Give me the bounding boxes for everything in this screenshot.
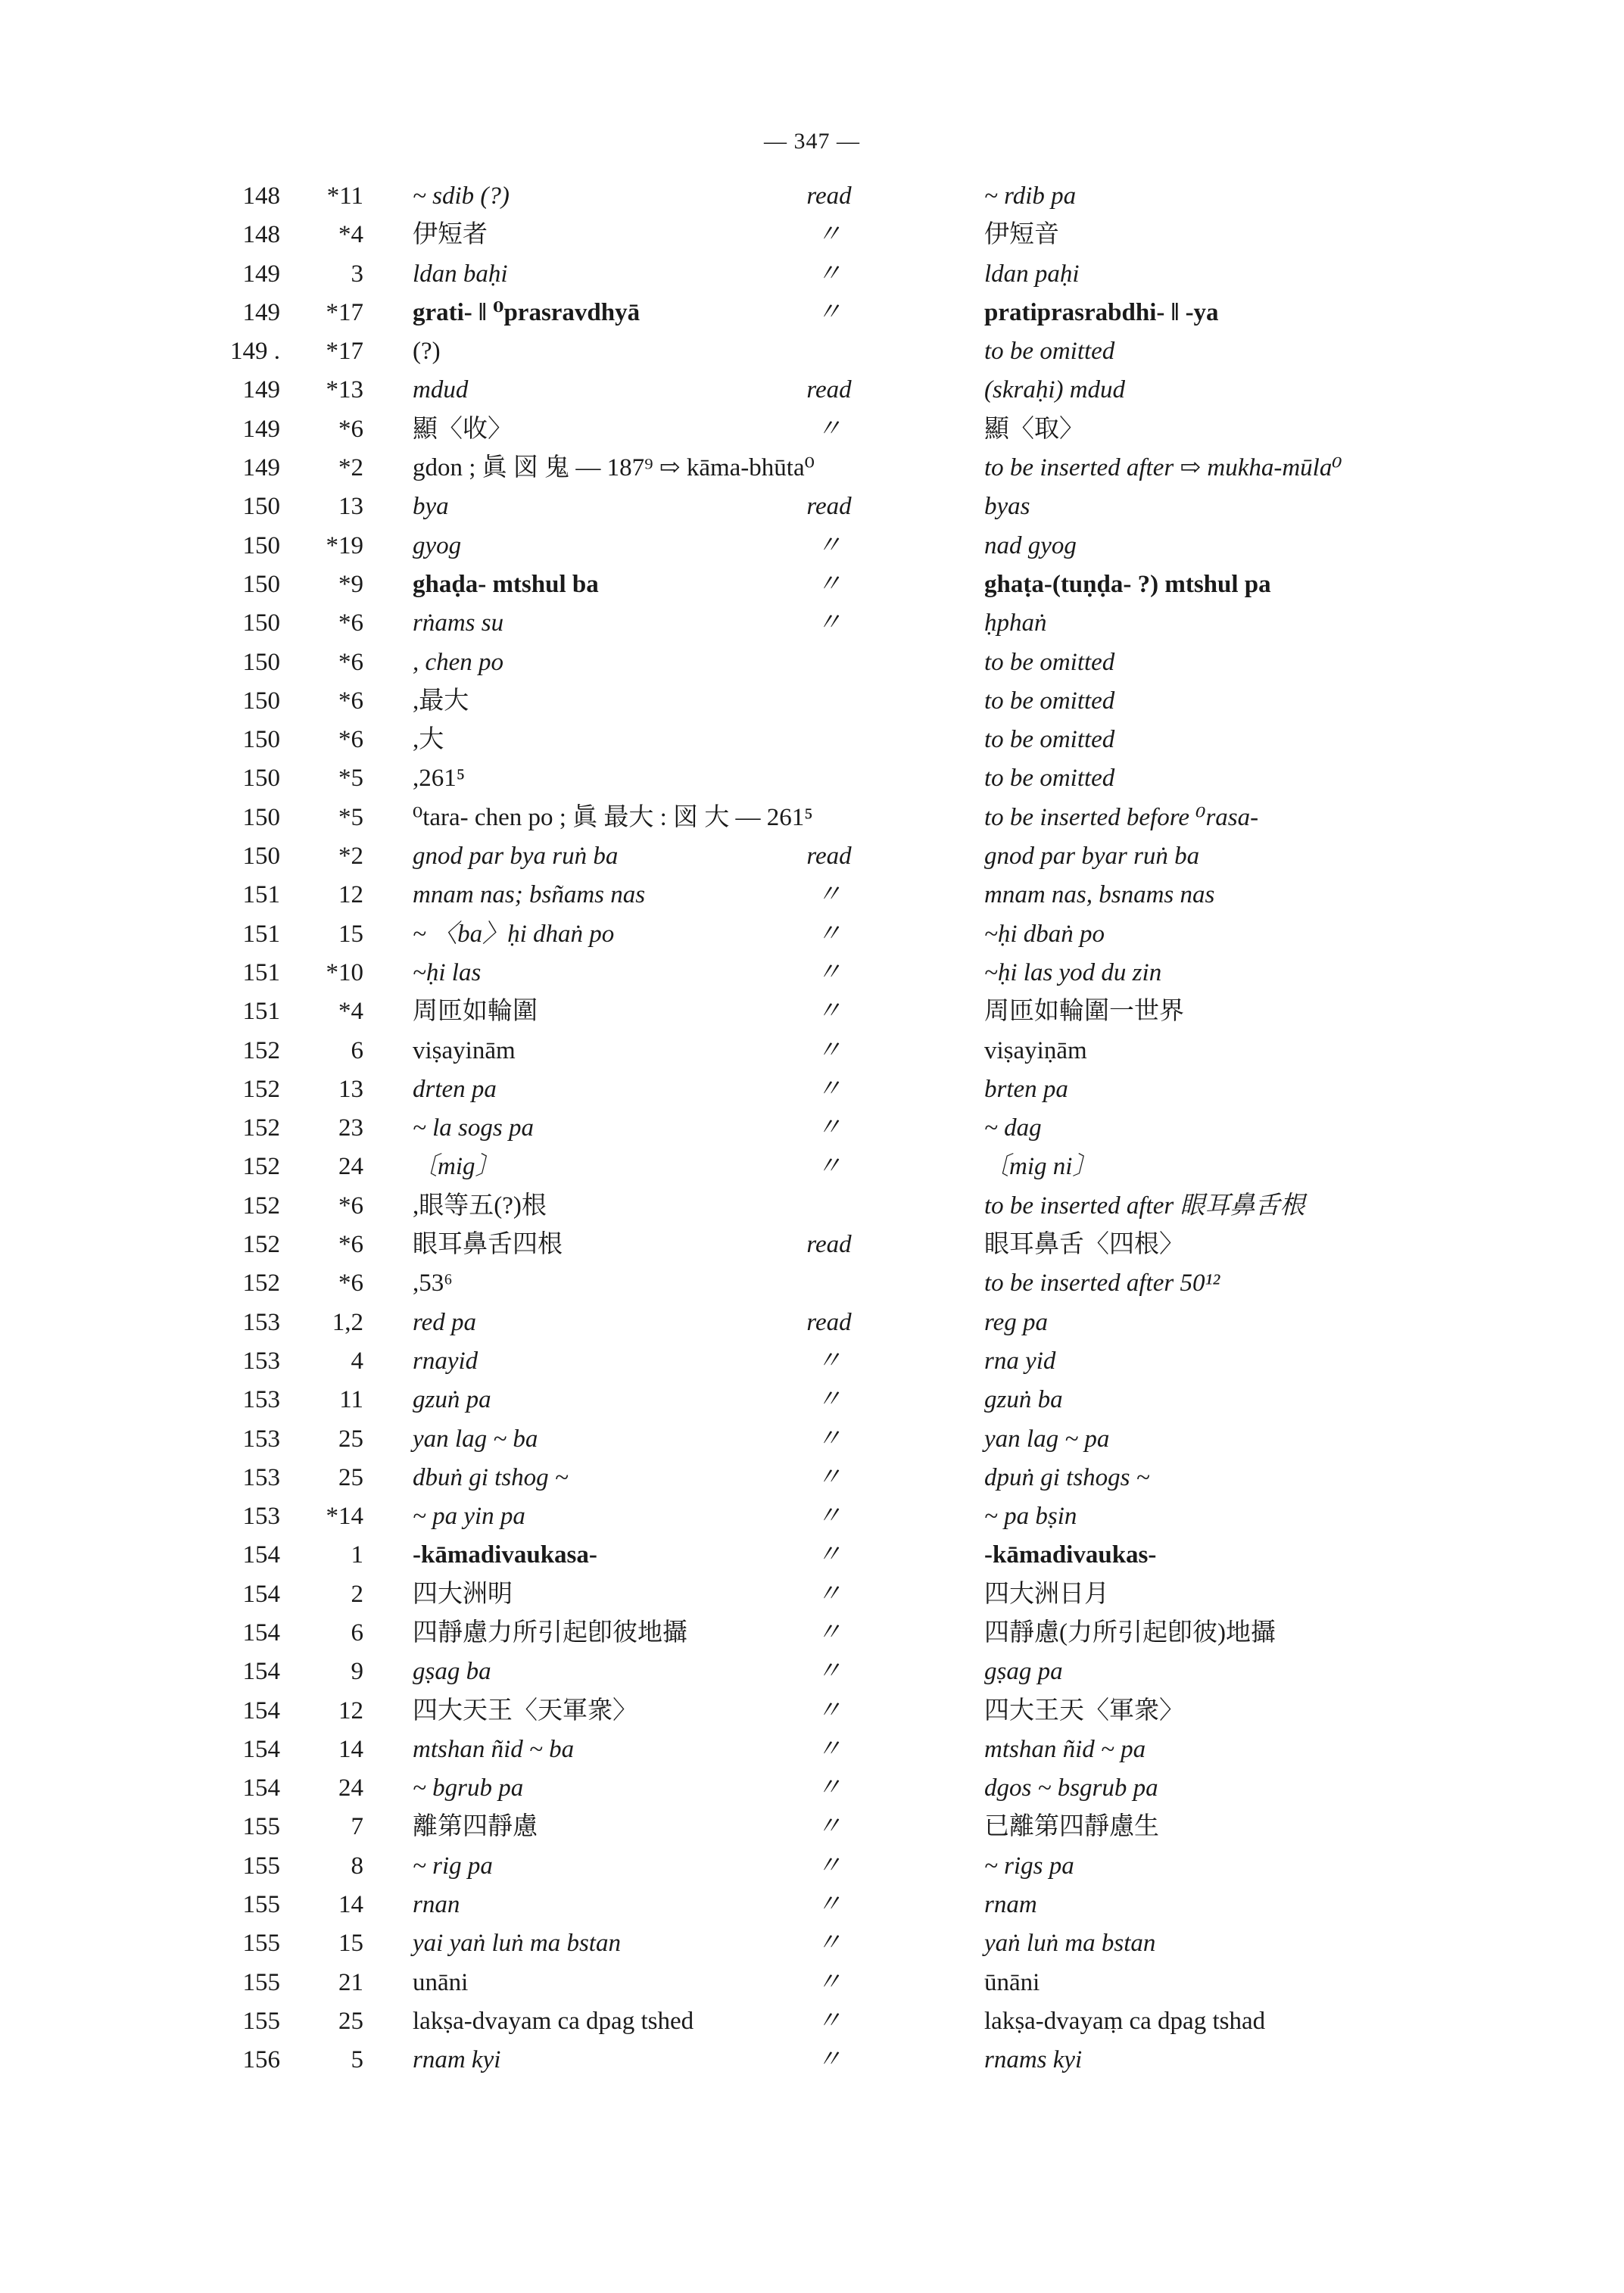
original-text-cell: ~ sdib (?) xyxy=(413,182,510,210)
original-text-cell: ,53⁶ xyxy=(413,1270,453,1298)
line-cell: 12 xyxy=(338,1696,363,1724)
read-marker: read xyxy=(806,376,852,404)
page-cell: 156 xyxy=(242,2046,280,2074)
original-text-cell: bya xyxy=(413,493,449,521)
line-cell: 6 xyxy=(351,1618,363,1647)
errata-table xyxy=(0,177,1624,2080)
line-cell: *6 xyxy=(338,609,363,637)
table-row xyxy=(0,837,1624,876)
original-text-cell: ~ḥi las xyxy=(413,958,482,986)
read-marker: 〃 xyxy=(816,998,842,1026)
corrected-text-cell: ghaṭa-(tuṇḍa- ?) mtshul pa xyxy=(984,570,1271,598)
table-row xyxy=(0,332,1624,371)
original-text-cell: ghaḍa- mtshul ba xyxy=(413,570,599,598)
corrected-text-cell: 〔mig ni〕 xyxy=(984,1153,1098,1181)
table-row xyxy=(0,1847,1624,1886)
table-row xyxy=(0,1497,1624,1536)
table-row xyxy=(0,682,1624,721)
table-row xyxy=(0,565,1624,604)
table-row xyxy=(0,1226,1624,1264)
page-cell: 151 xyxy=(242,920,280,948)
page-cell: 155 xyxy=(242,2007,280,2035)
read-marker: 〃 xyxy=(816,1114,842,1142)
page-cell: 153 xyxy=(242,1503,280,1531)
read-marker: 〃 xyxy=(816,1463,842,1491)
line-cell: 14 xyxy=(338,1735,363,1763)
read-marker: 〃 xyxy=(816,2046,842,2074)
page-cell: 153 xyxy=(242,1347,280,1375)
table-row xyxy=(0,177,1624,216)
corrected-text-cell: to be inserted before ⁰rasa- xyxy=(984,803,1259,831)
read-marker: 〃 xyxy=(816,1347,842,1375)
table-row xyxy=(0,1304,1624,1342)
page-cell: 152 xyxy=(242,1114,280,1142)
line-cell: 24 xyxy=(338,1774,363,1802)
line-cell: *5 xyxy=(338,765,363,793)
original-text-cell: ldan baḥi xyxy=(413,260,508,288)
page-cell: 152 xyxy=(242,1036,280,1064)
original-text-cell: ~ rig pa xyxy=(413,1852,493,1880)
page-cell: 151 xyxy=(242,881,280,909)
page-cell: 149 . xyxy=(230,338,280,366)
read-marker: 〃 xyxy=(816,1075,842,1103)
table-row xyxy=(0,1109,1624,1148)
line-cell: 24 xyxy=(338,1153,363,1181)
original-text-cell: yai yaṅ luṅ ma bstan xyxy=(413,1930,621,1958)
page-cell: 149 xyxy=(242,415,280,443)
page-cell: 155 xyxy=(242,1968,280,1996)
read-marker: 〃 xyxy=(816,1425,842,1453)
page-cell: 150 xyxy=(242,531,280,559)
line-cell: 7 xyxy=(351,1813,363,1841)
table-row xyxy=(0,954,1624,992)
read-marker: 〃 xyxy=(816,1774,842,1802)
line-cell: 6 xyxy=(351,1036,363,1064)
table-row xyxy=(0,1070,1624,1109)
corrected-text-cell: to be inserted after 眼耳鼻舌根 xyxy=(984,1192,1305,1220)
page-cell: 150 xyxy=(242,803,280,831)
line-cell: 23 xyxy=(338,1114,363,1142)
table-row xyxy=(0,915,1624,954)
original-text-cell: -kāmadivaukasa- xyxy=(413,1541,597,1569)
original-text-cell: ,261⁵ xyxy=(413,765,466,793)
corrected-text-cell: mnam nas, bsnams nas xyxy=(984,881,1215,909)
table-row xyxy=(0,1148,1624,1186)
page-cell: 154 xyxy=(242,1580,280,1608)
table-row xyxy=(0,643,1624,682)
original-text-cell: ,眼等五(?)根 xyxy=(413,1192,547,1220)
line-cell: *6 xyxy=(338,1270,363,1298)
table-row xyxy=(0,527,1624,565)
read-marker: 〃 xyxy=(816,531,842,559)
page-number: — 347 — xyxy=(764,129,860,154)
corrected-text-cell: to be omitted xyxy=(984,765,1115,793)
line-cell: 13 xyxy=(338,1075,363,1103)
table-row xyxy=(0,371,1624,410)
table-row xyxy=(0,1964,1624,2002)
corrected-text-cell: yan lag ~ pa xyxy=(984,1425,1110,1453)
table-row xyxy=(0,2041,1624,2080)
original-text-cell: mnam nas; bsñams nas xyxy=(413,881,646,909)
original-text-cell: yan lag ~ ba xyxy=(413,1425,538,1453)
table-row xyxy=(0,1342,1624,1381)
original-text-cell: rnan xyxy=(413,1891,460,1919)
original-text-cell: rnam kyi xyxy=(413,2046,501,2074)
original-text-cell: lakṣa-dvayam ca dpag tshed xyxy=(413,2007,694,2035)
read-marker: 〃 xyxy=(816,1580,842,1608)
original-text-cell: gyog xyxy=(413,531,462,559)
page-cell: 151 xyxy=(242,958,280,986)
read-marker: 〃 xyxy=(816,570,842,598)
corrected-text-cell: to be inserted after ⇨ mukha-mūla⁰ xyxy=(984,454,1342,482)
line-cell: 13 xyxy=(338,493,363,521)
table-row xyxy=(0,1692,1624,1731)
corrected-text-cell: dpuṅ gi tshogs ~ xyxy=(984,1463,1150,1491)
corrected-text-cell: ḥphaṅ xyxy=(984,609,1047,637)
corrected-text-cell: pratiprasrabdhi- ‖ -ya xyxy=(984,298,1219,326)
table-row xyxy=(0,759,1624,798)
page-cell: 153 xyxy=(242,1308,280,1336)
line-cell: 1 xyxy=(351,1541,363,1569)
original-text-cell: unāni xyxy=(413,1968,469,1996)
corrected-text-cell: gzuṅ ba xyxy=(984,1386,1063,1414)
read-marker: 〃 xyxy=(816,1541,842,1569)
line-cell: *2 xyxy=(338,843,363,871)
original-text-cell: (?) xyxy=(413,338,441,366)
read-marker: 〃 xyxy=(816,1618,842,1647)
original-text-cell: ~ la sogs pa xyxy=(413,1114,534,1142)
read-marker: 〃 xyxy=(816,1968,842,1996)
corrected-text-cell: mtshan ñid ~ pa xyxy=(984,1735,1146,1763)
table-row xyxy=(0,876,1624,914)
read-marker: read xyxy=(806,1308,852,1336)
line-cell: 3 xyxy=(351,260,363,288)
table-row xyxy=(0,1459,1624,1497)
page-cell: 150 xyxy=(242,687,280,715)
corrected-text-cell: ~ pa bṣin xyxy=(984,1503,1077,1531)
corrected-text-cell: dgos ~ bsgrub pa xyxy=(984,1774,1158,1802)
table-row xyxy=(0,1653,1624,1691)
read-marker: 〃 xyxy=(816,1658,842,1686)
page-cell: 149 xyxy=(242,260,280,288)
line-cell: 14 xyxy=(338,1891,363,1919)
corrected-text-cell: 四靜慮(力所引起卽彼)地攝 xyxy=(984,1618,1276,1647)
table-row xyxy=(0,1536,1624,1575)
line-cell: *11 xyxy=(326,182,363,210)
page-cell: 152 xyxy=(242,1192,280,1220)
corrected-text-cell: to be omitted xyxy=(984,726,1115,754)
original-text-cell: gṣag ba xyxy=(413,1658,491,1686)
corrected-text-cell: 顯〈取〉 xyxy=(984,415,1084,443)
line-cell: *6 xyxy=(338,726,363,754)
page-cell: 150 xyxy=(242,843,280,871)
page-cell: 148 xyxy=(242,221,280,249)
corrected-text-cell: ~ḥi dbaṅ po xyxy=(984,920,1105,948)
page-cell: 155 xyxy=(242,1891,280,1919)
line-cell: 25 xyxy=(338,1425,363,1453)
table-row xyxy=(0,1264,1624,1303)
original-text-cell: gnod par bya ruṅ ba xyxy=(413,843,619,871)
table-row xyxy=(0,255,1624,294)
corrected-text-cell: rnams kyi xyxy=(984,2046,1083,2074)
corrected-text-cell: 四大王天〈軍衆〉 xyxy=(984,1696,1184,1724)
original-text-cell: ⁰tara- chen po ; 眞 最大 : 図 大 — 261⁵ xyxy=(413,803,813,831)
table-row xyxy=(0,1032,1624,1070)
read-marker: 〃 xyxy=(816,881,842,909)
corrected-text-cell: yaṅ luṅ ma bstan xyxy=(984,1930,1156,1958)
line-cell: 15 xyxy=(338,920,363,948)
page-cell: 155 xyxy=(242,1813,280,1841)
corrected-text-cell: viṣayiṇām xyxy=(984,1036,1087,1064)
original-text-cell: 周匝如輪圍 xyxy=(413,998,538,1026)
table-row xyxy=(0,1886,1624,1924)
read-marker: 〃 xyxy=(816,221,842,249)
line-cell: 8 xyxy=(351,1852,363,1880)
page-cell: 154 xyxy=(242,1774,280,1802)
table-row xyxy=(0,1420,1624,1459)
read-marker: 〃 xyxy=(816,1696,842,1724)
page-cell: 152 xyxy=(242,1270,280,1298)
line-cell: 4 xyxy=(351,1347,363,1375)
table-row xyxy=(0,216,1624,254)
original-text-cell: ,最大 xyxy=(413,687,469,715)
corrected-text-cell: (skraḥi) mdud xyxy=(984,376,1126,404)
line-cell: *19 xyxy=(326,531,363,559)
read-marker: 〃 xyxy=(816,609,842,637)
original-text-cell: rnayid xyxy=(413,1347,478,1375)
table-row xyxy=(0,2002,1624,2041)
read-marker: 〃 xyxy=(816,260,842,288)
read-marker: read xyxy=(806,493,852,521)
original-text-cell: 四靜慮力所引起卽彼地攝 xyxy=(413,1618,687,1647)
page-cell: 155 xyxy=(242,1930,280,1958)
read-marker: 〃 xyxy=(816,958,842,986)
line-cell: *10 xyxy=(326,958,363,986)
original-text-cell: 四大天王〈天軍衆〉 xyxy=(413,1696,637,1724)
original-text-cell: ~ pa yin pa xyxy=(413,1503,525,1531)
line-cell: 9 xyxy=(351,1658,363,1686)
corrected-text-cell: 周匝如輪圍一世界 xyxy=(984,998,1184,1026)
original-text-cell: 眼耳鼻舌四根 xyxy=(413,1231,563,1259)
line-cell: *6 xyxy=(338,415,363,443)
read-marker: 〃 xyxy=(816,2007,842,2035)
table-row xyxy=(0,294,1624,332)
corrected-text-cell: to be inserted after 50¹² xyxy=(984,1270,1220,1298)
corrected-text-cell: to be omitted xyxy=(984,648,1115,676)
read-marker: 〃 xyxy=(816,1813,842,1841)
corrected-text-cell: ~ rdib pa xyxy=(984,182,1077,210)
corrected-text-cell: reg pa xyxy=(984,1308,1049,1336)
table-row xyxy=(0,1187,1624,1226)
original-text-cell: drten pa xyxy=(413,1075,497,1103)
original-text-cell: dbuṅ gi tshog ~ xyxy=(413,1463,569,1491)
page-cell: 149 xyxy=(242,454,280,482)
line-cell: *17 xyxy=(326,338,363,366)
page-cell: 150 xyxy=(242,609,280,637)
table-row xyxy=(0,1575,1624,1614)
corrected-text-cell: 伊短音 xyxy=(984,221,1059,249)
page-cell: 150 xyxy=(242,570,280,598)
corrected-text-cell: ~ḥi las yod du zin xyxy=(984,958,1162,986)
corrected-text-cell: rnam xyxy=(984,1891,1037,1919)
table-row xyxy=(0,992,1624,1031)
corrected-text-cell: to be omitted xyxy=(984,687,1115,715)
page-cell: 154 xyxy=(242,1735,280,1763)
line-cell: *4 xyxy=(338,998,363,1026)
line-cell: *6 xyxy=(338,648,363,676)
page-cell: 153 xyxy=(242,1386,280,1414)
corrected-text-cell: ~ dag xyxy=(984,1114,1042,1142)
line-cell: *17 xyxy=(326,298,363,326)
table-row xyxy=(0,1808,1624,1846)
page-cell: 154 xyxy=(242,1541,280,1569)
read-marker: 〃 xyxy=(816,1386,842,1414)
line-cell: *6 xyxy=(338,1192,363,1220)
corrected-text-cell: gnod par byar ruṅ ba xyxy=(984,843,1200,871)
line-cell: *14 xyxy=(326,1503,363,1531)
line-cell: *6 xyxy=(338,687,363,715)
read-marker: 〃 xyxy=(816,1930,842,1958)
original-text-cell: ,大 xyxy=(413,726,444,754)
read-marker: 〃 xyxy=(816,1503,842,1531)
table-row xyxy=(0,1769,1624,1808)
original-text-cell: ~ 〈ba〉ḥi dhaṅ po xyxy=(413,920,615,948)
page-cell: 154 xyxy=(242,1618,280,1647)
page-cell: 148 xyxy=(242,182,280,210)
line-cell: *2 xyxy=(338,454,363,482)
read-marker: 〃 xyxy=(816,1036,842,1064)
corrected-text-cell: nad gyog xyxy=(984,531,1077,559)
original-text-cell: mtshan ñid ~ ba xyxy=(413,1735,575,1763)
corrected-text-cell: ūnāni xyxy=(984,1968,1040,1996)
line-cell: 5 xyxy=(351,2046,363,2074)
original-text-cell: 伊短者 xyxy=(413,221,488,249)
corrected-text-cell: gṣag pa xyxy=(984,1658,1063,1686)
original-text-cell: 四大洲明 xyxy=(413,1580,513,1608)
original-text-cell: 顯〈收〉 xyxy=(413,415,513,443)
corrected-text-cell: rna yid xyxy=(984,1347,1056,1375)
corrected-text-cell: 已離第四靜慮生 xyxy=(984,1813,1159,1841)
page-cell: 150 xyxy=(242,493,280,521)
table-row xyxy=(0,721,1624,759)
line-cell: 1,2 xyxy=(332,1308,363,1336)
line-cell: 11 xyxy=(339,1386,363,1414)
original-text-cell: , chen po xyxy=(413,648,504,676)
table-row xyxy=(0,799,1624,837)
line-cell: 21 xyxy=(338,1968,363,1996)
read-marker: 〃 xyxy=(816,920,842,948)
table-row xyxy=(0,1381,1624,1419)
original-text-cell: grati- ‖ ⁰prasravdhyā xyxy=(413,298,641,326)
corrected-text-cell: byas xyxy=(984,493,1030,521)
corrected-text-cell: -kāmadivaukas- xyxy=(984,1541,1157,1569)
original-text-cell: gzuṅ pa xyxy=(413,1386,491,1414)
table-row xyxy=(0,1614,1624,1653)
table-row xyxy=(0,410,1624,449)
original-text-cell: mdud xyxy=(413,376,469,404)
page-cell: 154 xyxy=(242,1696,280,1724)
corrected-text-cell: 眼耳鼻舌〈四根〉 xyxy=(984,1231,1184,1259)
page-cell: 149 xyxy=(242,376,280,404)
line-cell: *5 xyxy=(338,803,363,831)
original-text-cell: ~ bgrub pa xyxy=(413,1774,524,1802)
original-text-cell: gdon ; 眞 図 鬼 — 187⁹ ⇨ kāma-bhūta⁰ xyxy=(413,454,815,482)
read-marker: read xyxy=(806,843,852,871)
page-cell: 150 xyxy=(242,648,280,676)
page-cell: 149 xyxy=(242,298,280,326)
read-marker: 〃 xyxy=(816,1891,842,1919)
original-text-cell: 〔mig〕 xyxy=(413,1153,500,1181)
line-cell: *9 xyxy=(338,570,363,598)
line-cell: 15 xyxy=(338,1930,363,1958)
read-marker: read xyxy=(806,182,852,210)
corrected-text-cell: brten pa xyxy=(984,1075,1068,1103)
table-row xyxy=(0,449,1624,488)
page-cell: 150 xyxy=(242,765,280,793)
original-text-cell: viṣayinām xyxy=(413,1036,516,1064)
table-row xyxy=(0,1924,1624,1963)
original-text-cell: red pa xyxy=(413,1308,477,1336)
line-cell: 25 xyxy=(338,2007,363,2035)
original-text-cell: 離第四靜慮 xyxy=(413,1813,538,1841)
table-row xyxy=(0,604,1624,643)
read-marker: 〃 xyxy=(816,1153,842,1181)
corrected-text-cell: to be omitted xyxy=(984,338,1115,366)
read-marker: read xyxy=(806,1231,852,1259)
page-cell: 153 xyxy=(242,1425,280,1453)
original-text-cell: rṅams su xyxy=(413,609,504,637)
corrected-text-cell: lakṣa-dvayaṃ ca dpag tshad xyxy=(984,2007,1266,2035)
read-marker: 〃 xyxy=(816,415,842,443)
page-cell: 151 xyxy=(242,998,280,1026)
page-cell: 152 xyxy=(242,1075,280,1103)
page-cell: 154 xyxy=(242,1658,280,1686)
line-cell: 25 xyxy=(338,1463,363,1491)
line-cell: 2 xyxy=(351,1580,363,1608)
page-cell: 150 xyxy=(242,726,280,754)
read-marker: 〃 xyxy=(816,1852,842,1880)
read-marker: 〃 xyxy=(816,298,842,326)
corrected-text-cell: 四大洲日月 xyxy=(984,1580,1109,1608)
page-cell: 153 xyxy=(242,1463,280,1491)
line-cell: *13 xyxy=(326,376,363,404)
table-row xyxy=(0,488,1624,526)
line-cell: 12 xyxy=(338,881,363,909)
page-cell: 152 xyxy=(242,1231,280,1259)
line-cell: *4 xyxy=(338,221,363,249)
corrected-text-cell: ~ rigs pa xyxy=(984,1852,1074,1880)
read-marker: 〃 xyxy=(816,1735,842,1763)
corrected-text-cell: ldan paḥi xyxy=(984,260,1080,288)
page-cell: 152 xyxy=(242,1153,280,1181)
line-cell: *6 xyxy=(338,1231,363,1259)
page-cell: 155 xyxy=(242,1852,280,1880)
table-row xyxy=(0,1731,1624,1769)
